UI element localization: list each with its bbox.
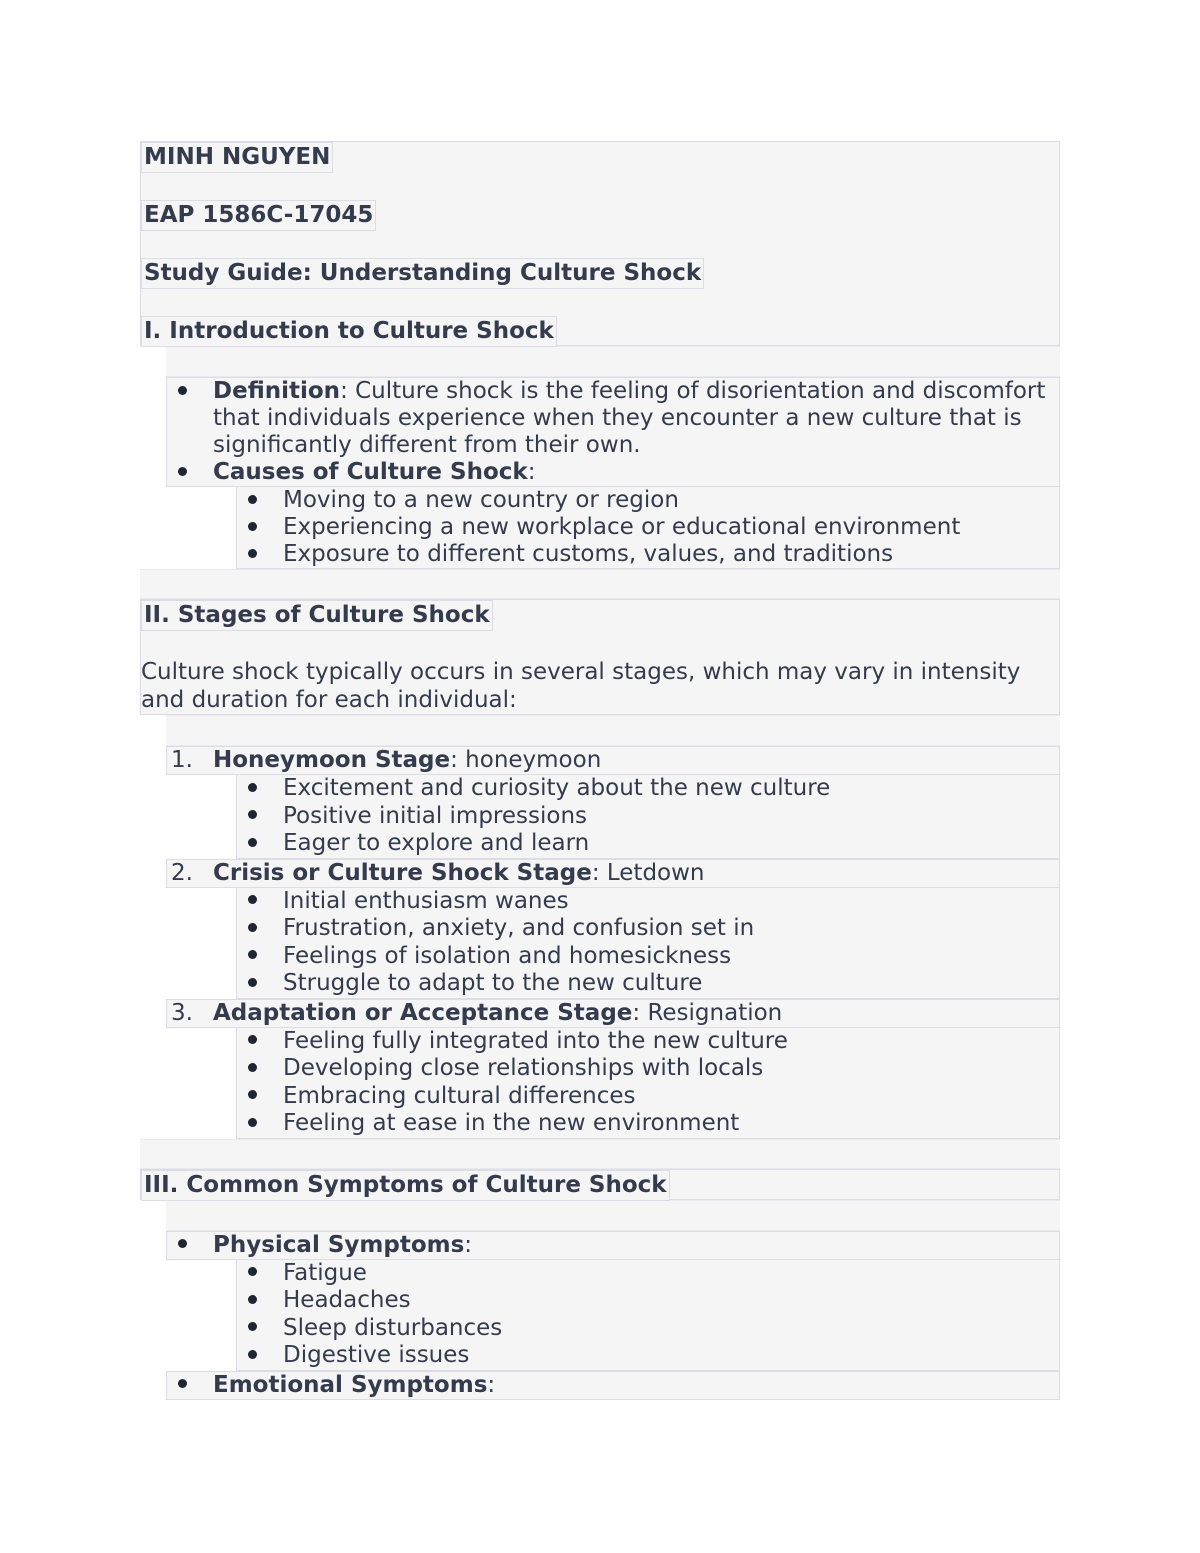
bullet-icon [248, 978, 257, 987]
bullet-icon [248, 1295, 257, 1304]
list-item [237, 1028, 1059, 1056]
stage-label: : Letdown [591, 859, 705, 886]
bullet-icon [248, 810, 257, 819]
list-item [237, 1260, 1059, 1288]
bullet-icon [248, 1035, 257, 1044]
stage-3-sublist [236, 1028, 1060, 1139]
stage-point: Positive initial impressions [283, 802, 588, 829]
stage-number: 2. [171, 859, 193, 886]
list-item [237, 830, 1059, 858]
bullet-icon [248, 783, 257, 792]
stage-2-sublist [236, 888, 1060, 999]
bullet-icon [178, 1379, 187, 1388]
stage-1-sublist [236, 775, 1060, 859]
bullet-icon [248, 950, 257, 959]
stage-point: Excitement and curiosity about the new culture [283, 775, 831, 801]
bullet-icon [248, 495, 257, 504]
stage-number: 3. [171, 999, 193, 1026]
course-code: EAP 1586C-17045 [141, 200, 376, 231]
list-item [237, 970, 1059, 998]
stage-point: Frustration, anxiety, and confusion set in [283, 915, 755, 941]
document-title: Study Guide: Understanding Culture Shock [141, 258, 704, 289]
stage-number: 1. [171, 747, 193, 773]
cause-text: Exposure to different customs, values, and traditions [283, 541, 894, 567]
causes-sublist [236, 487, 1060, 569]
stage-1-item [166, 746, 1060, 775]
stage-point: Feeling at ease in the new environment [283, 1110, 740, 1136]
physical-sublist [236, 1260, 1060, 1371]
document-page [140, 141, 1060, 1400]
bullet-icon [178, 467, 187, 476]
stage-name: Honeymoon Stage [213, 747, 451, 773]
symptom-text: Headaches [283, 1287, 411, 1313]
bullet-icon [248, 838, 257, 847]
symptom-text: Fatigue [283, 1259, 367, 1286]
header-block [140, 141, 1060, 346]
list-item [237, 1110, 1059, 1138]
bullet-icon [178, 1239, 187, 1248]
bullet-icon [178, 386, 187, 395]
stage-point: Initial enthusiasm wanes [283, 887, 569, 914]
list-item [237, 775, 1059, 803]
stage-2-item [166, 859, 1060, 888]
bullet-icon [248, 923, 257, 932]
symptom-text: Digestive issues [283, 1342, 470, 1368]
stage-point: Feelings of isolation and homesickness [283, 942, 732, 969]
list-item [237, 514, 1059, 541]
bullet-icon [248, 549, 257, 558]
definition-term: Definition [213, 378, 341, 404]
bullet-icon [248, 1063, 257, 1072]
list-item [237, 541, 1059, 568]
list-item [237, 1055, 1059, 1083]
stage-label: : honeymoon [450, 747, 602, 773]
bullet-icon [248, 1350, 257, 1359]
physical-term: Physical Symptoms [213, 1231, 465, 1258]
author-name: MINH NGUYEN [141, 142, 333, 173]
definition-text: : Culture shock is the feeling of disorientation and discomfort that individuals experience when they encounter a new culture that is significantly different from their own. [213, 378, 1046, 458]
stage-3-item [166, 999, 1060, 1028]
list-item [237, 803, 1059, 831]
stage-label: : Resignation [632, 999, 783, 1026]
list-item [237, 1287, 1059, 1315]
emotional-colon: : [487, 1371, 496, 1398]
list-item [237, 888, 1059, 916]
symptom-text: Sleep disturbances [283, 1314, 503, 1341]
section-3-block [140, 1169, 1060, 1200]
causes-term: Causes of Culture Shock [213, 459, 528, 485]
cause-text: Experiencing a new workplace or educational environment [283, 514, 961, 540]
bullet-icon [248, 1322, 257, 1331]
list-item [237, 487, 1059, 514]
list-item [237, 1083, 1059, 1111]
emotional-term: Emotional Symptoms [213, 1371, 488, 1398]
stage-point: Feeling fully integrated into the new culture [283, 1027, 788, 1054]
physical-colon: : [464, 1231, 473, 1258]
physical-symptoms-item [166, 1231, 1060, 1260]
causes-colon: : [527, 459, 536, 485]
list-item [237, 943, 1059, 971]
stage-point: Eager to explore and learn [283, 830, 590, 856]
section-2-block [140, 599, 1060, 715]
section-1-list [166, 377, 1060, 487]
bullet-icon [248, 1090, 257, 1099]
bullet-icon [248, 1118, 257, 1127]
bullet-icon [248, 522, 257, 531]
stage-point: Struggle to adapt to the new culture [283, 970, 703, 996]
section-2-intro: Culture shock typically occurs in several stages, which may vary in intensity and duration for each individual: [141, 659, 1021, 713]
stage-name: Adaptation or Acceptance Stage [213, 999, 633, 1026]
list-item [237, 1342, 1059, 1370]
stage-name: Crisis or Culture Shock Stage [213, 859, 592, 886]
section-2-heading: II. Stages of Culture Shock [141, 600, 493, 631]
list-item-causes [167, 459, 1059, 486]
cause-text: Moving to a new country or region [283, 487, 679, 513]
list-item [237, 1315, 1059, 1343]
bullet-icon [248, 1267, 257, 1276]
bullet-icon [248, 895, 257, 904]
stage-point: Developing close relationships with locals [283, 1055, 764, 1081]
section-1-heading: I. Introduction to Culture Shock [141, 316, 557, 347]
section-3-heading: III. Common Symptoms of Culture Shock [141, 1170, 670, 1201]
emotional-symptoms-item [166, 1371, 1060, 1400]
list-item-definition [167, 378, 1059, 459]
list-item [237, 915, 1059, 943]
stage-point: Embracing cultural differences [283, 1082, 636, 1109]
